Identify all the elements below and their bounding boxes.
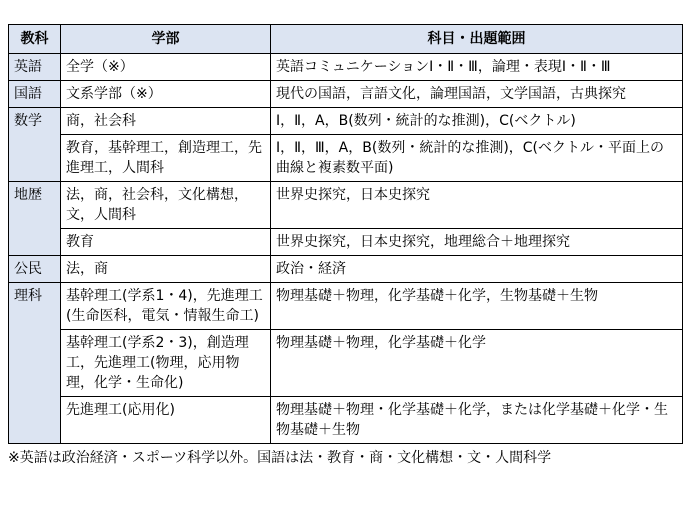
table-row xyxy=(9,81,683,108)
scope-cell: 政治・経済 xyxy=(271,256,683,283)
subject-cell: 理科 xyxy=(9,283,61,444)
table-row xyxy=(9,330,683,397)
faculty-cell: 全学（※） xyxy=(61,54,271,81)
faculty-cell: 教育 xyxy=(61,229,271,256)
scope-cell: Ⅰ，Ⅱ，A，B(数列・統計的な推測)，C(ベクトル) xyxy=(271,108,683,135)
scope-cell: 世界史探究，日本史探究，地理総合＋地理探究 xyxy=(271,229,683,256)
faculty-cell: 教育，基幹理工，創造理工，先進理工，人間科 xyxy=(61,135,271,182)
header-scope: 科目・出題範囲 xyxy=(271,25,683,54)
scope-cell: 現代の国語，言語文化，論理国語，文学国語，古典探究 xyxy=(271,81,683,108)
exam-scope-table xyxy=(8,24,683,444)
subject-cell: 公民 xyxy=(9,256,61,283)
header-subject: 教科 xyxy=(9,25,61,54)
faculty-cell: 文系学部（※） xyxy=(61,81,271,108)
footnote: ※英語は政治経済・スポーツ科学以外。国語は法・教育・商・文化構想・文・人間科学 xyxy=(8,450,552,466)
faculty-cell: 基幹理工(学系1・4)，先進理工(生命医科，電気・情報生命工) xyxy=(61,283,271,330)
table-header-row xyxy=(9,25,683,54)
scope-cell: 物理基礎＋物理，化学基礎＋化学，生物基礎＋生物 xyxy=(271,283,683,330)
table-row xyxy=(9,182,683,229)
table-row xyxy=(9,54,683,81)
faculty-cell: 先進理工(応用化) xyxy=(61,397,271,444)
table-row xyxy=(9,397,683,444)
exam-scope-document xyxy=(8,24,682,467)
table-row xyxy=(9,256,683,283)
scope-cell: 物理基礎＋物理・化学基礎＋化学，または化学基礎＋化学・生物基礎＋生物 xyxy=(271,397,683,444)
table-row xyxy=(9,108,683,135)
header-faculty: 学部 xyxy=(61,25,271,54)
scope-cell: 英語コミュニケーションⅠ・Ⅱ・Ⅲ，論理・表現Ⅰ・Ⅱ・Ⅲ xyxy=(271,54,683,81)
scope-cell: 世界史探究，日本史探究 xyxy=(271,182,683,229)
table-row xyxy=(9,283,683,330)
faculty-cell: 基幹理工(学系2・3)，創造理工，先進理工(物理，応用物理，化学・生命化) xyxy=(61,330,271,397)
scope-cell: Ⅰ，Ⅱ，Ⅲ，A，B(数列・統計的な推測)，C(ベクトル・平面上の曲線と複素数平面) xyxy=(271,135,683,182)
faculty-cell: 法，商，社会科，文化構想，文，人間科 xyxy=(61,182,271,229)
scope-cell: 物理基礎＋物理，化学基礎＋化学 xyxy=(271,330,683,397)
subject-cell: 国語 xyxy=(9,81,61,108)
table-row xyxy=(9,135,683,182)
subject-cell: 英語 xyxy=(9,54,61,81)
subject-cell: 地歴 xyxy=(9,182,61,256)
table-row xyxy=(9,229,683,256)
faculty-cell: 法，商 xyxy=(61,256,271,283)
faculty-cell: 商，社会科 xyxy=(61,108,271,135)
subject-cell: 数学 xyxy=(9,108,61,182)
